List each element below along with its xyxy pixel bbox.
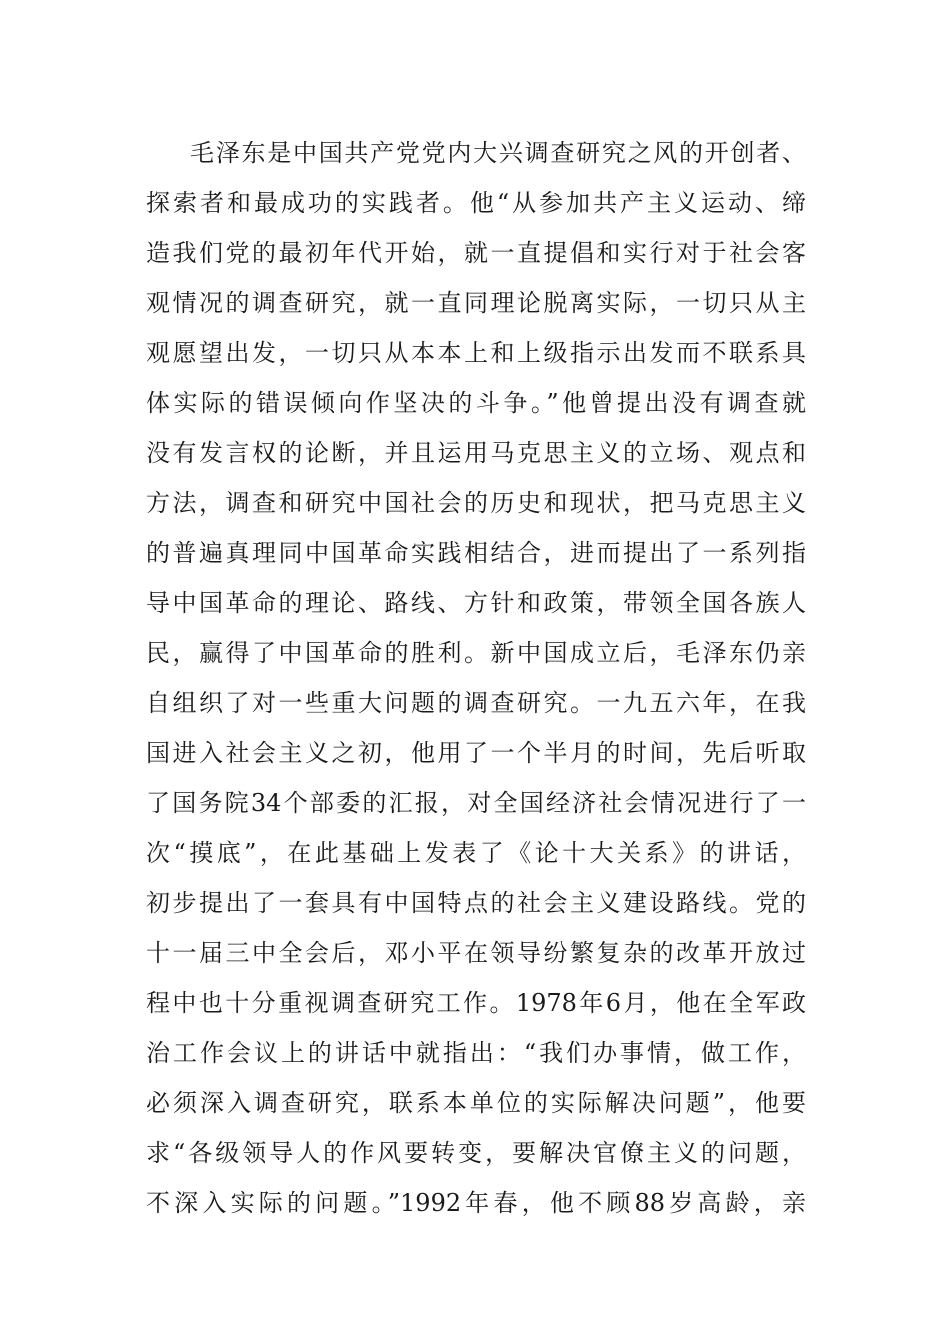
paragraph-line: 导中国革命的理论、路线、方针和政策，带领全国各族人 [146,589,806,617]
paragraph-line: 探索者和最成功的实践者。他“从参加共产主义运动、缔 [146,189,806,217]
paragraph-line: 治工作会议上的讲话中就指出：“我们办事情，做工作， [146,1039,806,1067]
paragraph-line: 方法，调查和研究中国社会的历史和现状，把马克思主义 [146,489,806,517]
paragraph-line: 没有发言权的论断，并且运用马克思主义的立场、观点和 [146,439,806,467]
paragraph-line: 国进入社会主义之初，他用了一个半月的时间，先后听取 [146,739,806,767]
paragraph-line: 的普遍真理同中国革命实践相结合，进而提出了一系列指 [146,539,806,567]
paragraph-line: 自组织了对一些重大问题的调查研究。一九五六年，在我 [146,689,806,717]
paragraph-line: 造我们党的最初年代开始，就一直提倡和实行对于社会客 [146,239,806,267]
body-paragraph [146,128,806,1228]
paragraph-line: 必须深入调查研究，联系本单位的实际解决问题”，他要 [146,1089,806,1117]
paragraph-line: 毛泽东是中国共产党党内大兴调查研究之风的开创者、 [190,139,806,167]
paragraph-line: 观情况的调查研究，就一直同理论脱离实际，一切只从主 [146,289,806,317]
paragraph-line: 程中也十分重视调查研究工作。1978年6月，他在全军政 [146,989,806,1017]
paragraph-line: 体实际的错误倾向作坚决的斗争。”他曾提出没有调查就 [146,389,806,417]
paragraph-line: 求“各级领导人的作风要转变，要解决官僚主义的问题， [146,1139,806,1167]
paragraph-line: 不深入实际的问题。”1992年春，他不顾88岁高龄，亲 [146,1189,806,1217]
paragraph-line: 观愿望出发，一切只从本本上和上级指示出发而不联系具 [146,339,806,367]
paragraph-line: 次“摸底”，在此基础上发表了《论十大关系》的讲话， [146,839,806,867]
paragraph-line: 十一届三中全会后，邓小平在领导纷繁复杂的改革开放过 [146,939,806,967]
paragraph-line: 初步提出了一套具有中国特点的社会主义建设路线。党的 [146,889,806,917]
paragraph-line: 了国务院34个部委的汇报，对全国经济社会情况进行了一 [146,789,806,817]
paragraph-line: 民，赢得了中国革命的胜利。新中国成立后，毛泽东仍亲 [146,639,806,667]
